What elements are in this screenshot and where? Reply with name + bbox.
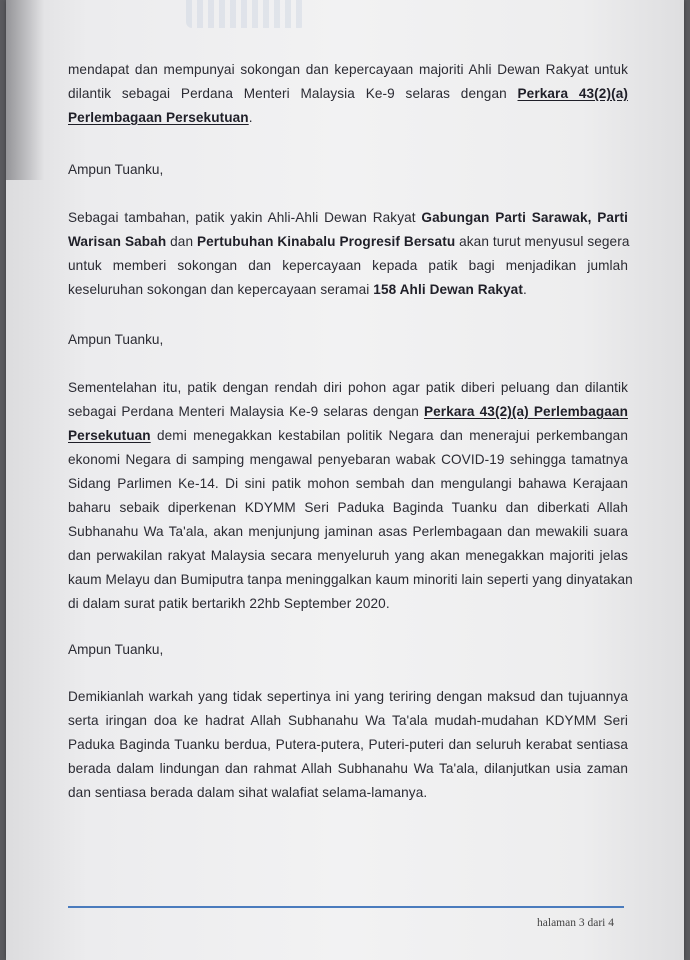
member-count: 158 Ahli Dewan Rakyat xyxy=(373,282,523,297)
text-line: baharu sebaik diperkenan KDYMM Seri Paduka Baginda Tuanku dan diberkati Allah xyxy=(68,500,628,515)
text-line: untuk memberi sokongan dan kepercayaan kepada patik bagi menjadikan jumlah xyxy=(68,258,628,273)
text-line: ekonomi Negara di samping mengawal penyebaran wabak COVID-19 sehingga tamatnya xyxy=(68,452,628,467)
text-line: mendapat dan mempunyai sokongan dan kepercayaan majoriti Ahli Dewan Rakyat untuk xyxy=(68,62,628,77)
text-line: Demikianlah warkah yang tidak sepertinya ini yang teriring dengan maksud dan tujuannya xyxy=(68,689,628,704)
text-line: berada dalam lindungan dan rahmat Allah Subhanahu Wa Ta'ala, dilanjutkan usia zaman xyxy=(68,761,628,776)
page-shadow xyxy=(6,0,44,180)
text-line xyxy=(68,424,628,448)
text-line: di dalam surat patik bertarikh 22hb September 2020. xyxy=(68,596,390,611)
text-run: . xyxy=(522,282,527,297)
text-run: sebagai Perdana Menteri Malaysia Ke-9 selaras dengan xyxy=(68,404,424,419)
text-line xyxy=(68,82,628,106)
party-name: Gabungan Parti Sarawak, Parti xyxy=(421,210,628,225)
salutation: Ampun Tuanku, xyxy=(68,162,164,177)
party-name: Pertubuhan Kinabalu Progresif Bersatu xyxy=(196,234,456,249)
text-run: . xyxy=(248,110,253,125)
text-run: keseluruhan sokongan dan kepercayaan seramai xyxy=(68,282,374,297)
text-run: dilantik sebagai Perdana Menteri Malaysia Ke-9 selaras dengan xyxy=(68,86,518,101)
text-line: Sidang Parlimen Ke-14. Di sini patik mohon sembah dan mengulangi bahawa Kerajaan xyxy=(68,476,628,491)
salutation: Ampun Tuanku, xyxy=(68,642,164,657)
text-line: Sementelahan itu, patik dengan rendah diri pohon agar patik diberi peluang dan dilantik xyxy=(68,380,628,395)
text-run: demi menegakkan kestabilan politik Negara dan menerajui perkembangan xyxy=(150,428,628,443)
page-number: halaman 3 dari 4 xyxy=(537,917,614,929)
paragraph-appointment-request xyxy=(68,376,633,616)
document-page xyxy=(6,0,684,960)
article-reference: Perkara 43(2)(a) xyxy=(517,86,628,101)
article-reference: Perkara 43(2)(a) Perlembagaan xyxy=(423,404,628,419)
text-line xyxy=(68,400,628,424)
text-line: kaum Melayu dan Bumiputra tanpa meninggalkan kaum minoriti lain seperti yang dinyatakan xyxy=(68,572,633,587)
paragraph-closing xyxy=(68,685,628,805)
text-line: dan sentiasa berada dalam sihat walafiat selama-lamanya. xyxy=(68,785,428,800)
constitution-reference: Perlembagaan Persekutuan xyxy=(68,110,249,125)
text-line: dan perwakilan rakyat Malaysia secara menyeluruh yang akan menegakkan majoriti jelas xyxy=(68,548,628,563)
footer-divider xyxy=(68,906,624,908)
letterhead-remnant xyxy=(186,0,306,28)
text-line: Paduka Baginda Tuanku berdua, Putera-putera, Puteri-puteri dan seluruh kerabat sentiasa xyxy=(68,737,628,752)
text-run: akan turut menyusul segera xyxy=(455,234,630,249)
constitution-reference: Persekutuan xyxy=(68,428,151,443)
text-run: Sebagai tambahan, patik yakin Ahli-Ahli Dewan Rakyat xyxy=(68,210,422,225)
text-line xyxy=(68,278,628,302)
text-line: Subhanahu Wa Ta'ala, akan menjunjung jaminan asas Perlembagaan dan mewakili suara xyxy=(68,524,628,539)
text-run: dan xyxy=(166,234,197,249)
text-line xyxy=(68,206,628,230)
salutation: Ampun Tuanku, xyxy=(68,332,164,347)
text-line xyxy=(68,230,628,254)
paragraph-continuation xyxy=(68,58,628,130)
paragraph-additional-support xyxy=(68,206,628,302)
party-name: Warisan Sabah xyxy=(68,234,167,249)
text-line: serta iringan doa ke hadrat Allah Subhanahu Wa Ta'ala mudah-mudahan KDYMM Seri xyxy=(68,713,628,728)
text-line xyxy=(68,106,628,130)
